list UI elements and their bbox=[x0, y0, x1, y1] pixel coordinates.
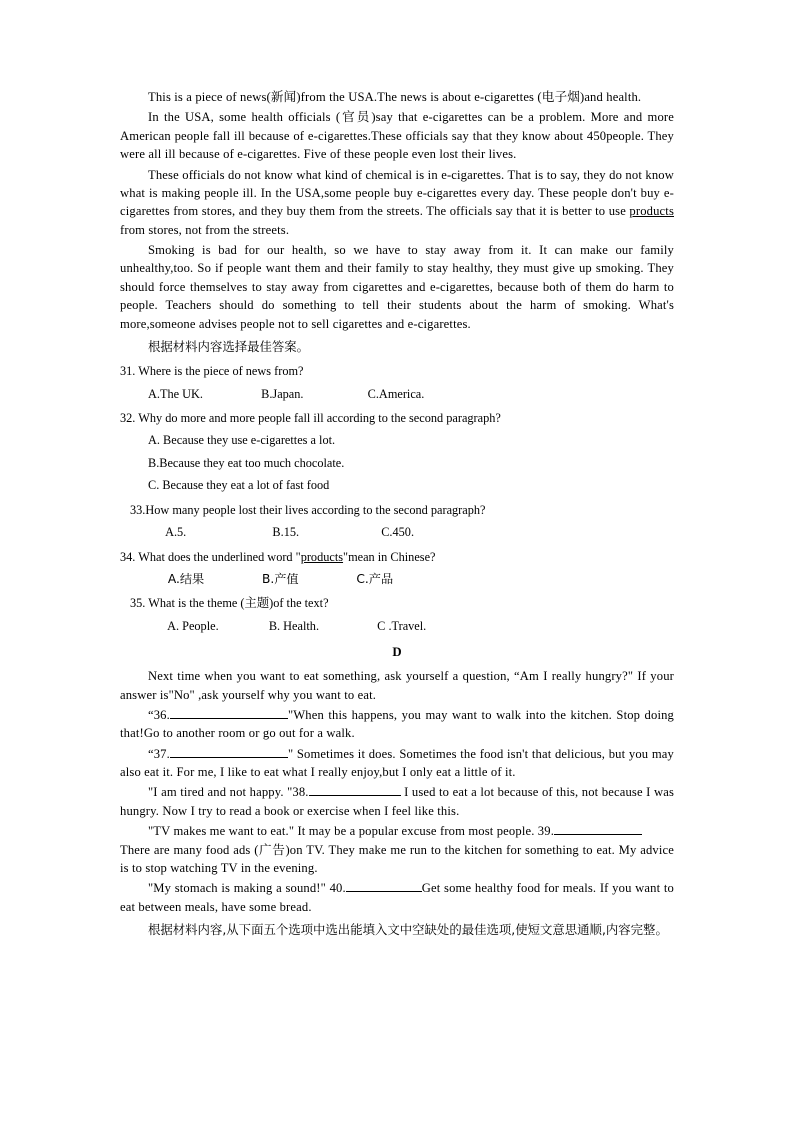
passage-d-2-prefix: “36. bbox=[148, 707, 170, 722]
question-34-text-after: "mean in Chinese? bbox=[343, 549, 436, 564]
passage-d-paragraph-3 bbox=[120, 745, 674, 782]
question-32 bbox=[120, 409, 674, 427]
question-31-options bbox=[120, 385, 674, 403]
question-33 bbox=[120, 501, 674, 519]
option-32-a[interactable]: A. Because they use e-cigarettes a lot. bbox=[148, 433, 336, 448]
question-32-option-a bbox=[120, 431, 674, 449]
passage-d-6-prefix: "My stomach is making a sound!" 40. bbox=[148, 881, 346, 896]
underlined-word-products: products bbox=[629, 204, 674, 219]
option-31-b[interactable]: B.Japan. bbox=[261, 386, 304, 401]
question-35-number: 35. bbox=[130, 596, 146, 611]
question-33-number: 33. bbox=[130, 502, 146, 517]
question-32-option-b bbox=[120, 454, 674, 472]
passage-d-6-suffix: Get some healthy food for meals. If you want to eat between meals, have some bread. bbox=[120, 881, 674, 914]
option-34-a[interactable]: A.结果 bbox=[167, 572, 205, 587]
passage-paragraph-3: These officials do not know what kind of chemical is in e-cigarettes. That is to say, they do not know what is making people ill. In the USA,some people buy e-cigarettes every day. These people don't buy e-cigarettes from stores, and they buy them from the streets. The officials say that it is better to use products from stores, not from the streets. bbox=[120, 167, 674, 237]
passage-d-paragraph-4 bbox=[120, 783, 674, 820]
passage-d-2-suffix: "When this happens, you may want to walk into the kitchen. Stop doing that!Go to another room or go out for a walk. bbox=[120, 707, 674, 741]
passage-paragraph-4: Smoking is bad for our health, so we have to stay away from it. It can make our family unhealthy,too. So if people want them and their family to stay healthy, they must give up smoking. They should force themselves to stay away from cigarettes and e-cigarettes, because both of them do harm to people. Teachers should do something to tell their students about the harm of smoking. What's more,someone advises people not to sell cigarettes and e-cigarettes. bbox=[120, 243, 674, 331]
option-35-a[interactable]: A. People. bbox=[167, 618, 219, 633]
passage-d-paragraph-6 bbox=[120, 879, 674, 916]
fill-blank-37[interactable] bbox=[170, 745, 288, 758]
passage-d-5-suffix: There are many food ads (广告)on TV. They make me run to the kitchen for something to eat. My advice is to stop watching TV in the evening. bbox=[120, 842, 674, 875]
passage-d-4-prefix: "I am tired and not happy. "38. bbox=[148, 785, 309, 800]
question-31 bbox=[120, 362, 674, 380]
question-31-text: Where is the piece of news from? bbox=[138, 364, 304, 379]
passage-d-instruction: 根据材料内容,从下面五个选项中选出能填入文中空缺处的最佳选项,使短文意思通顺,内容完整。 bbox=[148, 922, 668, 938]
question-32-number: 32. bbox=[120, 410, 136, 425]
option-34-b[interactable]: B.产值 bbox=[262, 572, 299, 587]
question-35-text: What is the theme (主题)of the text? bbox=[148, 596, 329, 611]
option-31-c[interactable]: C.America. bbox=[367, 386, 425, 401]
option-32-b[interactable]: B.Because they eat too much chocolate. bbox=[148, 455, 345, 470]
fill-blank-40[interactable] bbox=[346, 879, 422, 892]
question-34-text-before: What does the underlined word " bbox=[138, 549, 301, 564]
question-31-number: 31. bbox=[120, 364, 136, 379]
option-32-c[interactable]: C. Because they eat a lot of fast food bbox=[148, 478, 330, 493]
option-35-b[interactable]: B. Health. bbox=[268, 618, 320, 633]
option-35-c[interactable]: C .Travel. bbox=[377, 618, 427, 633]
option-33-b[interactable]: B.15. bbox=[272, 525, 300, 540]
question-34 bbox=[120, 548, 674, 566]
passage-instruction: 根据材料内容选择最佳答案。 bbox=[148, 338, 310, 354]
question-35-options bbox=[120, 617, 674, 635]
passage-d-5-prefix: "TV makes me want to eat." It may be a popular excuse from most people. 39. bbox=[148, 824, 554, 839]
question-34-underlined-word: products bbox=[300, 549, 344, 564]
passage-paragraph-2: In the USA, some health officials (官员)say that e-cigarettes can be a problem. More and more American people fall ill because of e-cigarettes.These officials say that they know about 450people. They were all ill because of e-cigarettes. Five of these people even lost their lives. bbox=[120, 110, 674, 162]
passage-d-4-suffix: I used to eat a lot because of this, not because I was hungry. Now I try to read a book or exercise when I feel like this. bbox=[120, 785, 674, 818]
section-letter-d: D bbox=[392, 645, 402, 660]
option-34-c[interactable]: C.产品 bbox=[356, 572, 394, 587]
option-33-c[interactable]: C.450. bbox=[381, 525, 415, 540]
passage-d-3-prefix: “37. bbox=[148, 746, 170, 761]
fill-blank-38[interactable] bbox=[309, 783, 401, 796]
question-32-text: Why do more and more people fall ill according to the second paragraph? bbox=[138, 410, 501, 425]
fill-blank-36[interactable] bbox=[170, 706, 288, 719]
fill-blank-39[interactable] bbox=[554, 822, 642, 835]
passage-d-paragraph-2 bbox=[120, 706, 674, 743]
question-32-option-c bbox=[120, 476, 674, 494]
question-33-text: How many people lost their lives according to the second paragraph? bbox=[145, 502, 486, 517]
question-34-number: 34. bbox=[120, 549, 136, 564]
passage-paragraph-1: This is a piece of news(新闻)from the USA.The news is about e-cigarettes (电子烟)and health. bbox=[148, 90, 642, 104]
question-33-options bbox=[120, 523, 674, 541]
option-33-a[interactable]: A.5. bbox=[165, 525, 187, 540]
question-35 bbox=[120, 594, 674, 612]
option-31-a[interactable]: A.The UK. bbox=[148, 386, 203, 401]
passage-d-paragraph-1: Next time when you want to eat something, ask yourself a question, “Am I really hungry?" If your answer is"No" ,ask yourself why you want to eat. bbox=[120, 669, 674, 702]
passage-d-paragraph-5 bbox=[120, 822, 674, 877]
question-34-options bbox=[120, 570, 674, 588]
passage-d-3-suffix: " Sometimes it does. Sometimes the food isn't that delicious, but you may also eat it. For me, I like to eat what I really enjoy,but I only eat a little of it. bbox=[120, 746, 674, 780]
